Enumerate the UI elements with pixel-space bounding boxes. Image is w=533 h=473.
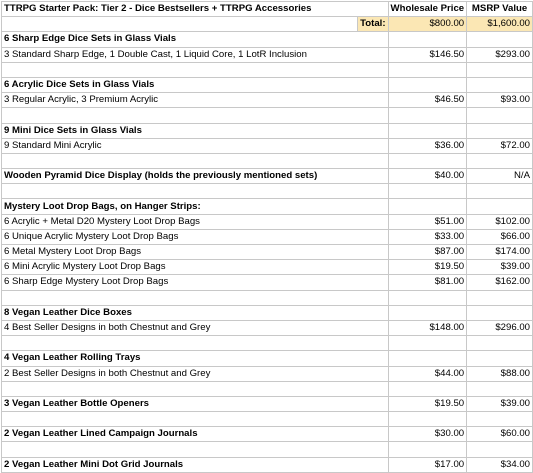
msrp-value-cell[interactable]: $102.00 (467, 214, 533, 229)
section-heading[interactable]: 8 Vegan Leather Dice Boxes (2, 305, 389, 320)
item-description[interactable]: 3 Standard Sharp Edge, 1 Double Cast, 1 Liquid Core, 1 LotR Inclusion (2, 47, 389, 62)
section-heading-row (2, 427, 533, 442)
empty-cell[interactable] (2, 153, 389, 168)
wholesale-price-cell[interactable]: $148.00 (388, 320, 467, 335)
total-msrp[interactable]: $1,600.00 (467, 17, 533, 32)
wholesale-price-cell[interactable]: $36.00 (388, 138, 467, 153)
item-description[interactable]: 2 Best Seller Designs in both Chestnut and Grey (2, 366, 389, 381)
msrp-value-cell[interactable] (467, 62, 533, 77)
total-label[interactable]: Total: (358, 17, 388, 32)
msrp-value-cell[interactable] (467, 184, 533, 199)
section-heading[interactable]: 6 Sharp Edge Dice Sets in Glass Vials (2, 32, 389, 47)
msrp-value-cell[interactable]: $162.00 (467, 275, 533, 290)
wholesale-price-cell[interactable] (388, 32, 467, 47)
msrp-value-cell[interactable]: $293.00 (467, 47, 533, 62)
blank-row (2, 184, 533, 199)
item-description[interactable]: 6 Unique Acrylic Mystery Loot Drop Bags (2, 229, 389, 244)
section-heading[interactable]: 2 Vegan Leather Mini Dot Grid Journals (2, 457, 389, 472)
total-row (2, 17, 533, 32)
wholesale-price-cell[interactable]: $40.00 (388, 169, 467, 184)
blank-row (2, 442, 533, 457)
empty-cell[interactable] (2, 108, 389, 123)
msrp-value-cell[interactable]: $66.00 (467, 229, 533, 244)
item-row (2, 260, 533, 275)
wholesale-price-cell[interactable]: $19.50 (388, 396, 467, 411)
item-description[interactable]: 6 Sharp Edge Mystery Loot Drop Bags (2, 275, 389, 290)
wholesale-price-cell[interactable]: $81.00 (388, 275, 467, 290)
blank-row (2, 108, 533, 123)
section-heading-row (2, 457, 533, 472)
wholesale-price-cell[interactable] (388, 336, 467, 351)
wholesale-price-cell[interactable]: $87.00 (388, 245, 467, 260)
wholesale-price-cell[interactable] (388, 290, 467, 305)
msrp-value-cell[interactable] (467, 32, 533, 47)
section-heading-row (2, 77, 533, 92)
wholesale-price-cell[interactable]: $19.50 (388, 260, 467, 275)
msrp-value-cell[interactable]: $296.00 (467, 320, 533, 335)
total-spacer-cell[interactable] (2, 17, 358, 32)
section-heading[interactable]: 9 Mini Dice Sets in Glass Vials (2, 123, 389, 138)
item-description[interactable]: 4 Best Seller Designs in both Chestnut and Grey (2, 320, 389, 335)
section-heading-row (2, 199, 533, 214)
msrp-value-cell[interactable] (467, 290, 533, 305)
empty-cell[interactable] (2, 381, 389, 396)
section-heading-row (2, 123, 533, 138)
empty-cell[interactable] (2, 412, 389, 427)
msrp-value-cell[interactable]: $72.00 (467, 138, 533, 153)
msrp-value-cell[interactable] (467, 381, 533, 396)
msrp-value-cell[interactable] (467, 123, 533, 138)
blank-row (2, 336, 533, 351)
section-heading[interactable]: Mystery Loot Drop Bags, on Hanger Strips: (2, 199, 389, 214)
section-heading[interactable]: 6 Acrylic Dice Sets in Glass Vials (2, 77, 389, 92)
wholesale-price-cell[interactable] (388, 108, 467, 123)
msrp-value-cell[interactable]: $34.00 (467, 457, 533, 472)
header-row (2, 2, 533, 17)
msrp-value-cell[interactable]: $88.00 (467, 366, 533, 381)
section-heading[interactable]: 3 Vegan Leather Bottle Openers (2, 396, 389, 411)
msrp-value-cell[interactable] (467, 336, 533, 351)
item-row (2, 229, 533, 244)
msrp-value-cell[interactable] (467, 199, 533, 214)
blank-row (2, 412, 533, 427)
item-description[interactable]: 6 Mini Acrylic Mystery Loot Drop Bags (2, 260, 389, 275)
wholesale-column-header[interactable]: Wholesale Price (388, 2, 467, 17)
section-heading-row (2, 32, 533, 47)
blank-row (2, 381, 533, 396)
wholesale-price-cell[interactable] (388, 442, 467, 457)
msrp-value-cell[interactable] (467, 108, 533, 123)
section-heading-row (2, 396, 533, 411)
msrp-value-cell[interactable]: $174.00 (467, 245, 533, 260)
section-heading[interactable]: 2 Vegan Leather Lined Campaign Journals (2, 427, 389, 442)
item-row (2, 366, 533, 381)
wholesale-price-cell[interactable] (388, 412, 467, 427)
section-heading-row (2, 351, 533, 366)
msrp-value-cell[interactable]: $39.00 (467, 260, 533, 275)
msrp-value-cell[interactable]: $60.00 (467, 427, 533, 442)
item-row (2, 245, 533, 260)
wholesale-price-cell[interactable]: $30.00 (388, 427, 467, 442)
wholesale-price-cell[interactable]: $33.00 (388, 229, 467, 244)
item-row (2, 93, 533, 108)
wholesale-price-cell[interactable]: $44.00 (388, 366, 467, 381)
empty-cell[interactable] (2, 62, 389, 77)
wholesale-price-cell[interactable]: $51.00 (388, 214, 467, 229)
section-heading-row (2, 305, 533, 320)
empty-cell[interactable] (2, 290, 389, 305)
msrp-value-cell[interactable]: $93.00 (467, 93, 533, 108)
empty-cell[interactable] (2, 442, 389, 457)
blank-row (2, 290, 533, 305)
wholesale-price-cell[interactable] (388, 199, 467, 214)
spreadsheet-body (2, 2, 533, 473)
item-description[interactable]: 3 Regular Acrylic, 3 Premium Acrylic (2, 93, 389, 108)
msrp-column-header[interactable]: MSRP Value (467, 2, 533, 17)
section-heading[interactable]: 4 Vegan Leather Rolling Trays (2, 351, 389, 366)
section-heading-row (2, 169, 533, 184)
item-description[interactable]: 9 Standard Mini Acrylic (2, 138, 389, 153)
item-description[interactable]: 6 Acrylic + Metal D20 Mystery Loot Drop Bags (2, 214, 389, 229)
msrp-value-cell[interactable]: $39.00 (467, 396, 533, 411)
wholesale-price-cell[interactable]: $46.50 (388, 93, 467, 108)
wholesale-price-cell[interactable]: $17.00 (388, 457, 467, 472)
blank-row (2, 153, 533, 168)
wholesale-price-cell[interactable] (388, 351, 467, 366)
msrp-value-cell[interactable] (467, 153, 533, 168)
empty-cell[interactable] (2, 184, 389, 199)
item-row (2, 214, 533, 229)
wholesale-price-cell[interactable] (388, 62, 467, 77)
item-description[interactable]: 6 Metal Mystery Loot Drop Bags (2, 245, 389, 260)
item-row (2, 47, 533, 62)
item-row (2, 138, 533, 153)
section-heading[interactable]: Wooden Pyramid Dice Display (holds the previously mentioned sets) (2, 169, 389, 184)
wholesale-price-cell[interactable]: $146.50 (388, 47, 467, 62)
wholesale-price-cell[interactable] (388, 305, 467, 320)
empty-cell[interactable] (2, 336, 389, 351)
sheet-title[interactable]: TTRPG Starter Pack: Tier 2 - Dice Bestsellers + TTRPG Accessories (2, 2, 389, 17)
blank-row (2, 62, 533, 77)
msrp-value-cell[interactable] (467, 77, 533, 92)
total-wholesale[interactable]: $800.00 (388, 17, 467, 32)
wholesale-price-cell[interactable] (388, 153, 467, 168)
wholesale-price-cell[interactable] (388, 123, 467, 138)
msrp-value-cell[interactable] (467, 351, 533, 366)
spreadsheet-table (1, 1, 533, 473)
item-row (2, 275, 533, 290)
msrp-value-cell[interactable]: N/A (467, 169, 533, 184)
item-row (2, 320, 533, 335)
msrp-value-cell[interactable] (467, 412, 533, 427)
msrp-value-cell[interactable] (467, 305, 533, 320)
wholesale-price-cell[interactable] (388, 77, 467, 92)
wholesale-price-cell[interactable] (388, 184, 467, 199)
msrp-value-cell[interactable] (467, 442, 533, 457)
wholesale-price-cell[interactable] (388, 381, 467, 396)
